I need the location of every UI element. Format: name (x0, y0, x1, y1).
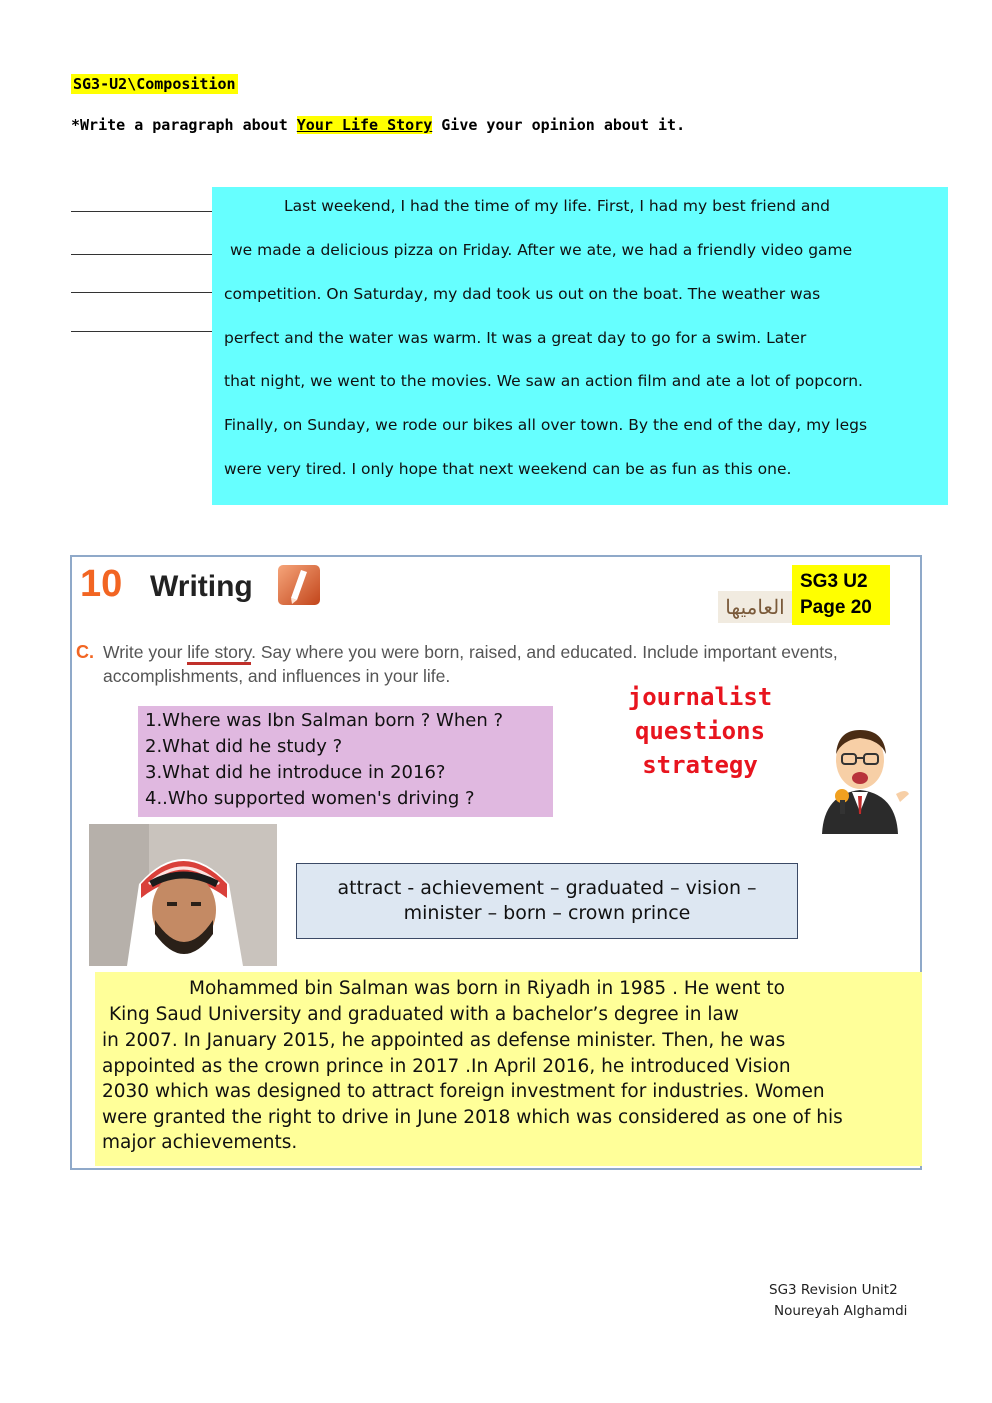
questions-box (138, 706, 553, 817)
model-paragraph (95, 972, 922, 1166)
section-title: Writing (150, 570, 253, 603)
word-bank-line: attract - achievement – graduated – vision – (337, 877, 757, 899)
prompt-underlined: life story (187, 642, 251, 665)
model-line: in 2007. In January 2015, he appointed as defense minister. Then, he was (102, 1030, 786, 1051)
story-line: were very tired. I only hope that next weekend can be as fun as this one. (224, 460, 792, 478)
story-line: Finally, on Sunday, we rode our bikes all over town. By the end of the day, my legs (224, 416, 868, 434)
story-line: we made a delicious pizza on Friday. After we ate, we had a friendly video game (230, 241, 853, 259)
model-line: 2030 which was designed to attract foreign investment for industries. Women (102, 1081, 825, 1102)
strategy-line: strategy (642, 751, 758, 779)
story-line: that night, we went to the movies. We saw an action film and ate a lot of popcorn. (224, 372, 863, 390)
instruction-highlight: Your Life Story (296, 116, 433, 134)
section-number: 10 (80, 563, 123, 605)
model-line: Mohammed bin Salman was born in Riyadh in 1985 . He went to (189, 978, 785, 999)
page-reference-unit: SG3 U2 (800, 571, 868, 592)
portrait-photo (89, 824, 277, 966)
prompt-letter: C. (76, 642, 94, 662)
footer-title: SG3 Revision Unit2 (769, 1282, 898, 1298)
strategy-line: journalist questions (627, 683, 773, 745)
story-line: Last weekend, I had the time of my life. First, I had my best friend and (284, 197, 830, 215)
page-reference-page: Page 20 (800, 597, 872, 618)
answer-line (71, 331, 213, 332)
prompt-text: Write your (103, 642, 188, 662)
model-line: were granted the right to drive in June 2018 which was considered as one of his (102, 1107, 843, 1128)
question-item: 1.Where was Ibn Salman born ? When ? (145, 710, 504, 731)
story-box (212, 187, 948, 505)
page-heading: SG3-U2\Composition (73, 75, 236, 93)
model-line: King Saud University and graduated with a bachelor’s degree in law (109, 1004, 739, 1025)
answer-line (71, 254, 213, 255)
answer-line (71, 211, 213, 212)
story-line: perfect and the water was warm. It was a great day to go for a swim. Later (224, 329, 807, 347)
arabic-tag: العاميها (718, 591, 792, 623)
journalist-illustration (810, 716, 910, 834)
page-reference (792, 565, 890, 625)
strategy-label (560, 680, 840, 782)
instruction-text: *Write a paragraph about (71, 116, 297, 134)
prompt-line-2: accomplishments, and influences in your life. (103, 666, 451, 686)
question-item: 3.What did he introduce in 2016? (145, 762, 446, 783)
instruction-text-end: Give your opinion about it. (432, 116, 686, 134)
pencil-icon (277, 564, 321, 606)
footer-author: Noureyah Alghamdi (774, 1303, 908, 1319)
story-line: competition. On Saturday, my dad took us out on the boat. The weather was (224, 285, 821, 303)
word-bank (296, 863, 798, 939)
prompt-text-end: . Say where you were born, raised, and educated. Include important events, (251, 642, 838, 662)
model-line: appointed as the crown prince in 2017 .In April 2016, he introduced Vision (102, 1056, 791, 1077)
prompt-line (103, 642, 838, 663)
answer-line (71, 292, 213, 293)
model-line: major achievements. (102, 1132, 298, 1153)
question-item: 4..Who supported women's driving ? (145, 788, 475, 809)
question-item: 2.What did he study ? (145, 736, 343, 757)
instruction (71, 116, 685, 134)
word-bank-line: minister – born – crown prince (403, 902, 691, 924)
